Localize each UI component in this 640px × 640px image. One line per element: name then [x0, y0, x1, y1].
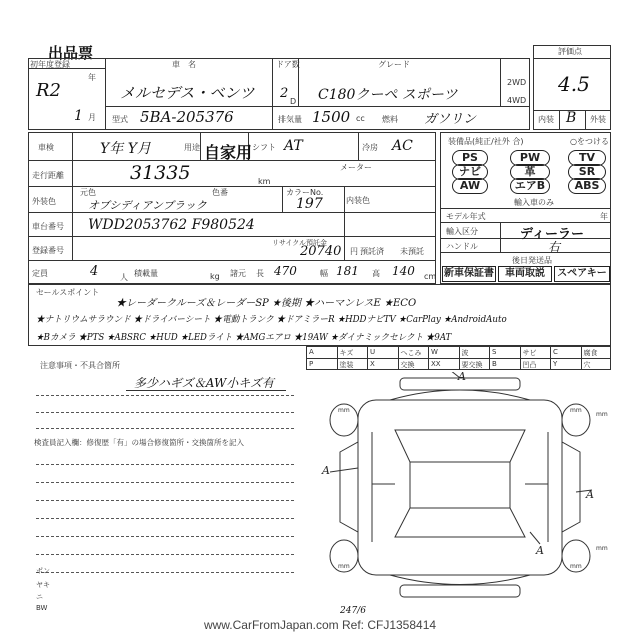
interior-score-value: B [566, 110, 577, 126]
inspector-label: 検査員記入欄：修復歴「有」の場合修復箇所・交換箇所を記入 [34, 438, 244, 447]
notes-label: 注意事項・不具合箇所 [40, 361, 120, 370]
extra-warranty: 新車保証書 [442, 266, 496, 282]
ac-value: AC [392, 138, 413, 154]
bottom-note-3: ニ [36, 593, 43, 601]
drive-2wd-label: 2WD [507, 78, 527, 87]
extra-label: 後日発送品 [512, 256, 552, 265]
model-year-unit: 年 [600, 212, 608, 221]
length-label: 長 [256, 269, 264, 278]
height-label: 高 [372, 269, 380, 278]
interior-color-label: 内装色 [346, 196, 370, 205]
equipment-label: 装備品(純正/社外 合) [448, 137, 524, 146]
legend-cell: U [370, 348, 376, 356]
meter-label: メーター [340, 163, 372, 172]
car-name-label: 車 名 [172, 60, 196, 69]
recycle-status-2: 未預託 [400, 247, 424, 256]
equip-aw: AW [452, 178, 488, 194]
handle-value: 右 [548, 240, 561, 254]
equip-ps: PS [452, 150, 488, 166]
month-label: 月 [88, 113, 96, 122]
equip-tv: TV [568, 150, 606, 166]
door-label: ドア数 [276, 60, 300, 69]
extra-spare-key: スペアキー [554, 266, 610, 282]
svg-text:mm: mm [338, 563, 350, 570]
equip-abs: ABS [568, 178, 606, 194]
original-color-label: 元色 [80, 188, 96, 197]
diagram-mark-right: A [586, 488, 594, 501]
bottom-note-1: ポン [36, 567, 50, 575]
first-reg-year: R2 [36, 80, 62, 101]
displacement-label: 排気量 [278, 115, 302, 124]
bottom-note-4: BW [36, 604, 48, 612]
diagram-mark-rear: A [536, 544, 544, 557]
capacity-value: 4 [90, 264, 99, 279]
exterior-score-label: 外装 [590, 115, 606, 124]
svg-text:mm: mm [570, 407, 582, 414]
equip-pw: PW [510, 150, 550, 166]
footer-watermark [0, 618, 640, 632]
color-label: 外装色 [32, 197, 56, 206]
legend-cell: 凹凸 [522, 361, 537, 369]
sheet-title: 出品票 [48, 44, 94, 62]
color-code-value: 197 [296, 196, 323, 212]
capacity-label: 定員 [32, 269, 48, 278]
chassis-value: WDD2053762 F980524 [88, 217, 255, 233]
svg-text:mm: mm [596, 545, 608, 552]
shaken-value: Y年 Y月 [100, 141, 151, 157]
door-value: 2 [280, 86, 289, 101]
legend-cell: 波 [461, 349, 469, 357]
color-code-label: カラーNo. [286, 188, 324, 197]
chassis-label: 車台番号 [32, 222, 64, 231]
svg-text:mm: mm [570, 563, 582, 570]
legend-cell: 要交換 [461, 361, 483, 369]
interior-score-label: 内装 [538, 115, 554, 124]
legend-cell: XX [431, 360, 441, 368]
import-class-label: 輸入区分 [446, 227, 478, 236]
diagram-mark-front: A [458, 372, 466, 383]
legend-cell: 交換 [400, 361, 415, 369]
capacity-unit: 人 [120, 273, 128, 282]
load-label: 積載量 [134, 269, 158, 278]
fuel-label: 燃料 [382, 115, 398, 124]
displacement-value: 1500 [312, 108, 351, 126]
equip-airbag: エアB [510, 178, 550, 194]
extra-manual: 車両取説 [498, 266, 552, 282]
dims-label: 諸元 [230, 269, 246, 278]
svg-text:mm: mm [596, 411, 608, 418]
model-code-value: 5BA-205376 [140, 108, 234, 126]
sales-point-line-1: ★レーダークルーズ＆レーダーSP ★後期 ★ハーマンレスE ★ECO [116, 298, 417, 309]
import-class-value: ディーラー [520, 227, 584, 242]
model-label: 型式 [112, 115, 128, 124]
legend-cell: Y [553, 360, 558, 368]
drive-4wd-label: 4WD [507, 96, 527, 105]
recycle-value: 20740 [300, 244, 342, 259]
legend-cell: サビ [522, 349, 537, 357]
legend-cell: キズ [339, 349, 354, 357]
registration-label: 登録番号 [32, 246, 64, 255]
legend-cell: C [553, 348, 558, 356]
shift-value: AT [284, 138, 303, 154]
legend-cell: 塗装 [339, 361, 354, 369]
fuel-value: ガソリン [424, 112, 477, 127]
score-value: 4.5 [558, 72, 590, 96]
grade-label: グレード [378, 60, 410, 69]
import-label: 輸入車のみ [514, 198, 554, 207]
diagram-mark-left: A [322, 464, 330, 477]
car-name-value: メルセデス・ベンツ [120, 84, 255, 102]
handle-label: ハンドル [446, 242, 478, 251]
svg-text:mm: mm [338, 407, 350, 414]
mileage-label: 走行距離 [32, 171, 64, 180]
recycle-unit: 円 [350, 247, 358, 256]
equip-navi: ナビ [452, 164, 488, 180]
length-value: 470 [274, 264, 297, 278]
recycle-status: 預託済 [360, 247, 384, 256]
sales-points-label: セールスポイント [36, 288, 100, 297]
equip-leather: 革 [510, 164, 550, 180]
recycle-label: リサイクル預託金 [272, 239, 328, 247]
width-value: 181 [336, 264, 359, 278]
legend-cell: 穴 [583, 361, 591, 369]
height-value: 140 [392, 264, 415, 278]
shift-label: シフト [252, 143, 276, 152]
width-label: 幅 [320, 269, 328, 278]
legend-cell: X [370, 360, 375, 368]
footer-ref: Ref: CFJ1358414 [341, 618, 437, 632]
legend-cell: B [492, 360, 497, 368]
bottom-mark: 247/6 [340, 606, 366, 616]
notes-value: 多少ハギズ＆AW小キズ有 [134, 376, 275, 390]
model-year-label: モデル年式 [446, 212, 486, 221]
color-value: オブシディアンブラック [88, 199, 207, 212]
footer-url: www.CarFromJapan.com [203, 618, 339, 632]
bottom-note-2: ヤキ [36, 581, 50, 589]
first-reg-label: 初年度登録 [30, 60, 70, 69]
displacement-unit: cc [356, 114, 365, 123]
legend-cell: S [492, 348, 497, 356]
mileage-value: 31335 [130, 162, 191, 184]
legend-cell: 腐食 [583, 349, 598, 357]
color-no-label: 色番 [212, 188, 228, 197]
shaken-label: 車検 [38, 143, 54, 152]
sales-point-line-3: ★Bカメラ ★PTS ★ABSRC ★HUD ★LEDライト ★AMGエアロ ★19AW ★ダイナミックセレクト ★9AT [36, 333, 452, 343]
legend-cell: A [309, 348, 314, 356]
door-suffix: D [290, 97, 297, 106]
equip-sr: SR [568, 164, 606, 180]
car-damage-diagram [300, 372, 618, 612]
purpose-label: 用途 [184, 143, 200, 152]
purpose-value: 自家用 [204, 143, 253, 162]
legend-cell: W [431, 348, 438, 356]
score-label: 評価点 [558, 47, 582, 56]
ac-label: 冷房 [362, 143, 378, 152]
first-reg-month: 1 [74, 108, 83, 124]
equipment-note: ○をつける [570, 137, 609, 146]
legend-cell: P [309, 360, 314, 368]
load-unit: kg [210, 272, 220, 281]
year-label: 年 [88, 73, 96, 82]
mileage-unit: km [258, 177, 271, 186]
sales-point-line-2: ★ナトリウムサラウンド ★ドライバーシート ★電動トランク ★ドアミラーR ★HDDナビTV ★CarPlay ★AndroidAuto [36, 315, 507, 325]
grade-value: C180クーペ スポーツ [318, 87, 458, 103]
legend-cell: へこみ [400, 349, 422, 357]
dims-unit: cm [424, 272, 437, 281]
